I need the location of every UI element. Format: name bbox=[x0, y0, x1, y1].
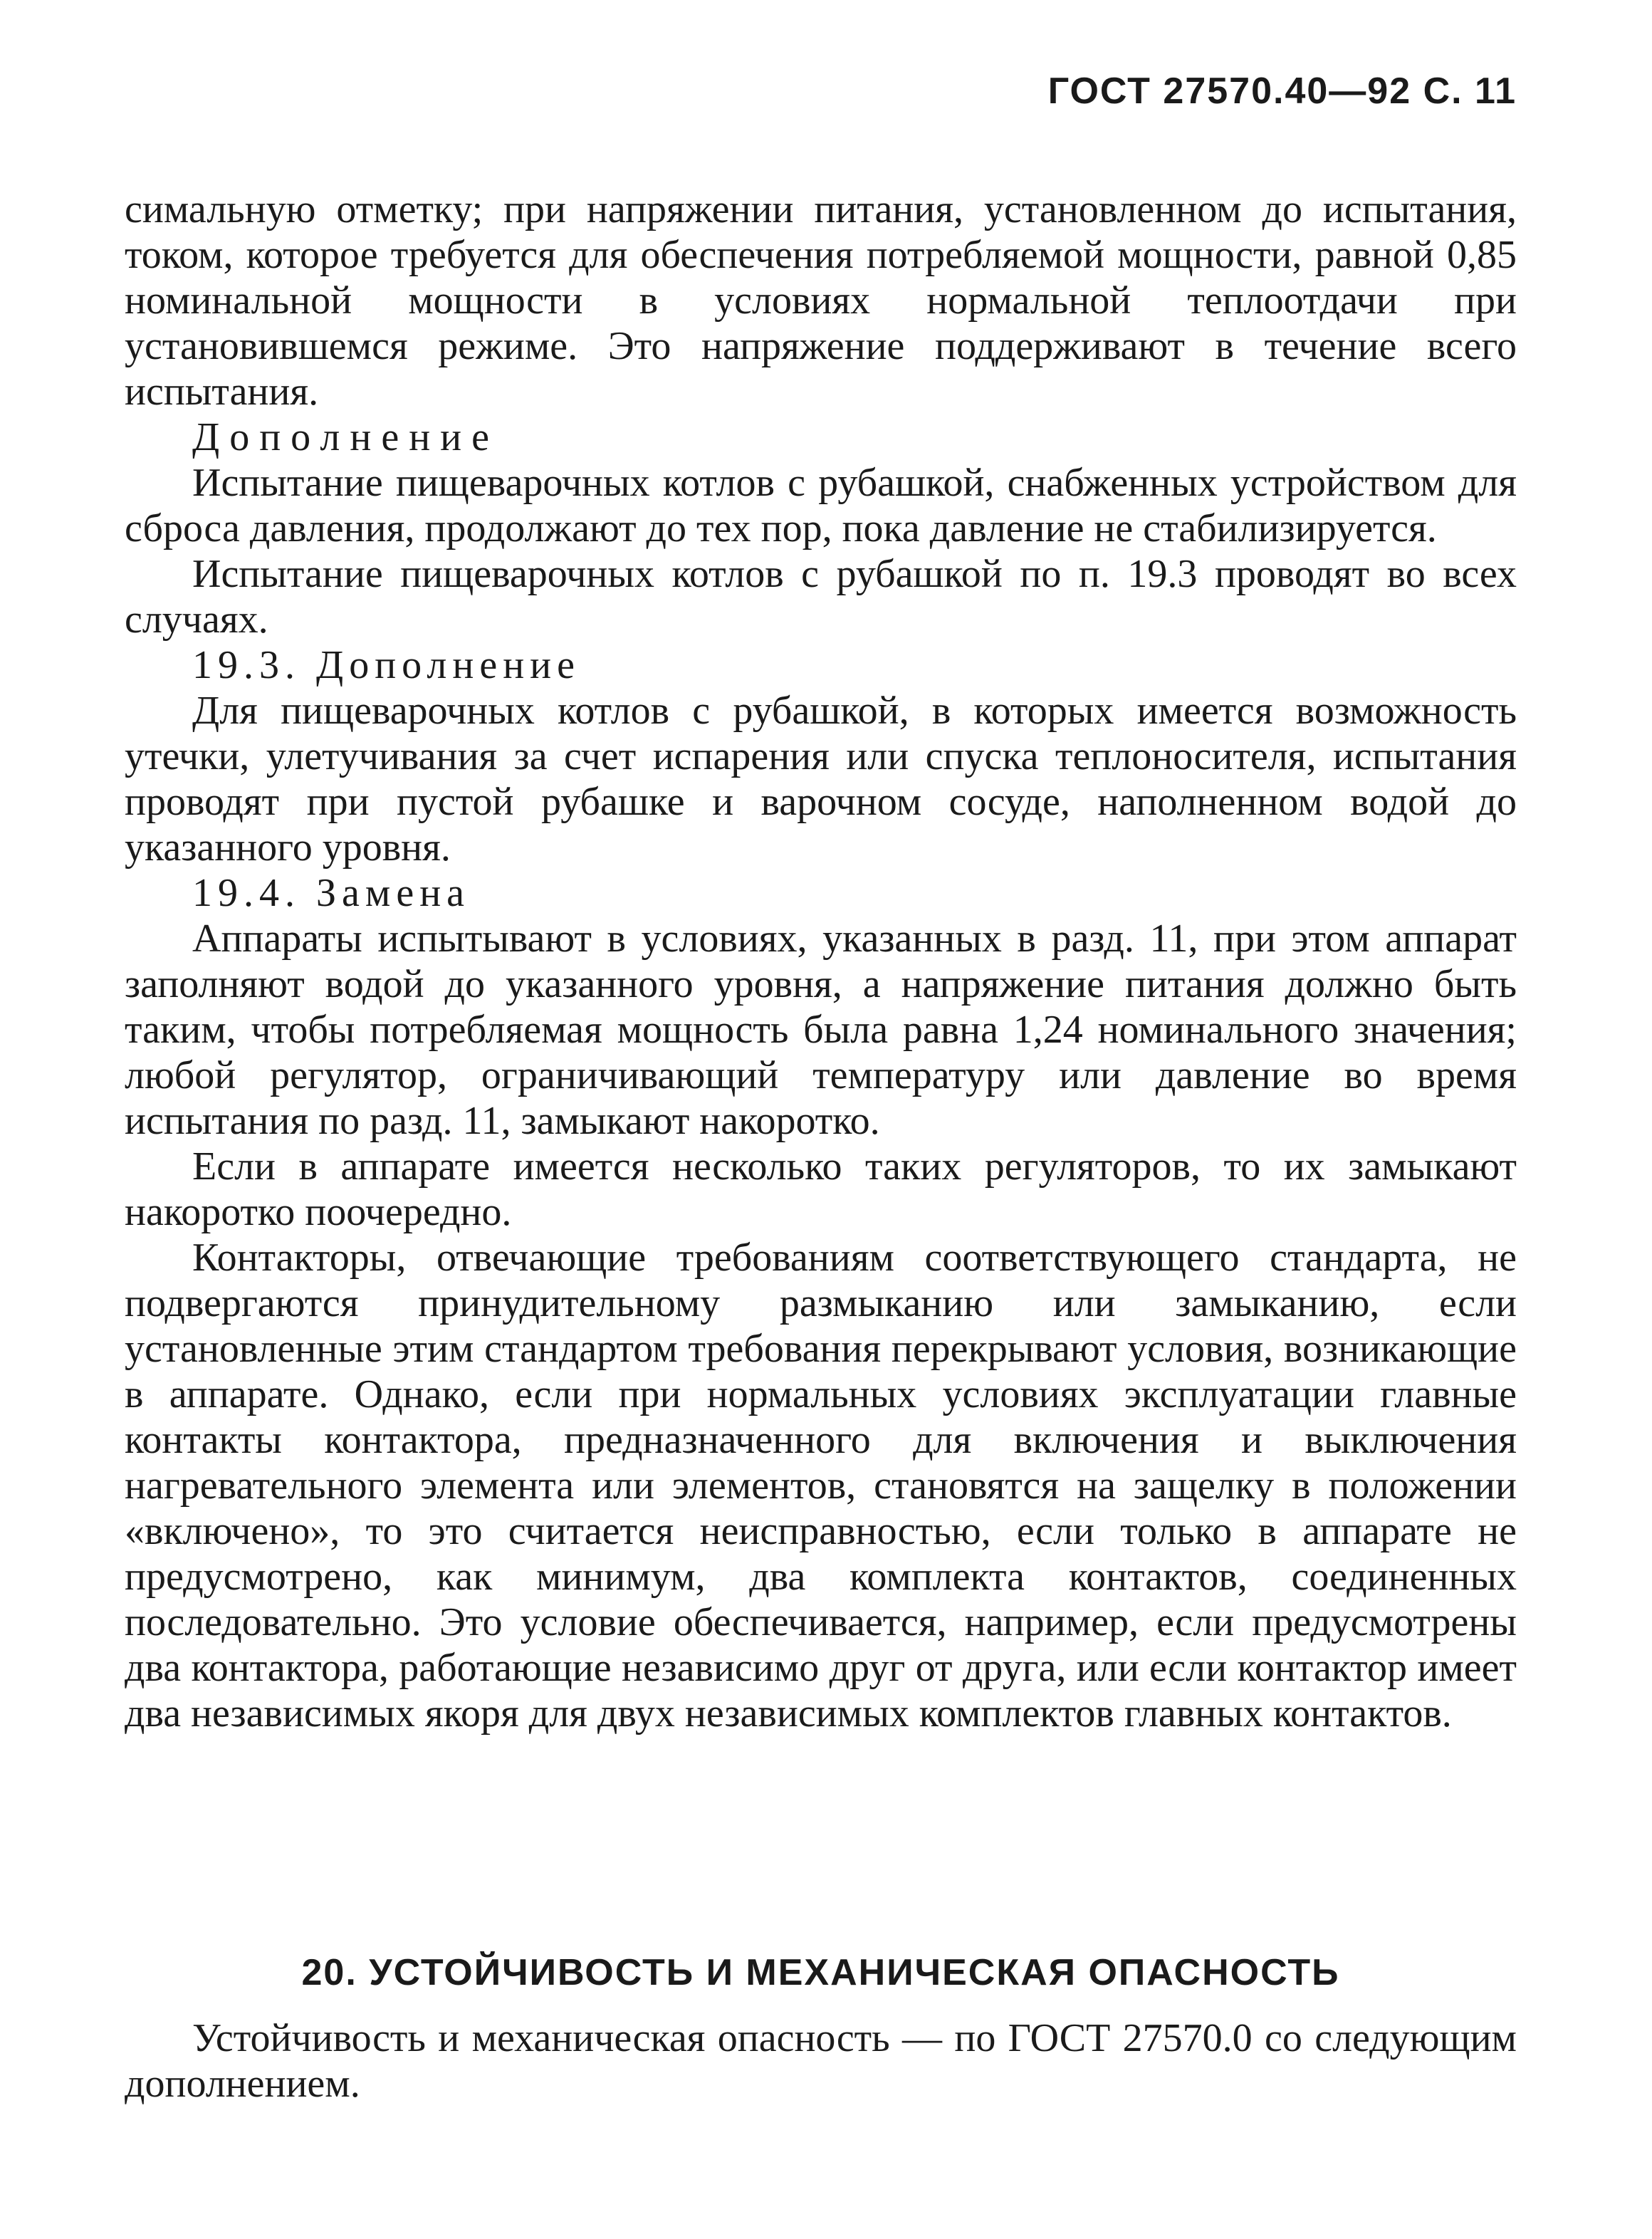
paragraph-jacket-test: Испытание пищеварочных котлов с рубашкой по п. 19.3 проводят во всех случаях. bbox=[125, 552, 1517, 642]
section-20-text: Устойчивость и механическая опасность — по ГОСТ 27570.0 со следующим дополнением. bbox=[125, 2016, 1517, 2106]
subheading-addition-1: Дополнение bbox=[192, 415, 499, 459]
paragraph-19-4: Аппараты испытывают в условиях, указанных в разд. 11, при этом аппарат заполняют водой до указанного уровня, а напряжение питания должно быть таким, чтобы потребляемая мощность была равна 1,24 номинального значения; любой регулятор, ограничивающий температуру или давление во время испытания по разд. 11, замыкают накоротко. bbox=[125, 917, 1517, 1143]
paragraph-regulators: Если в аппарате имеется несколько таких регуляторов, то их замыкают накоротко поочередно. bbox=[125, 1144, 1517, 1234]
subheading-19-3: 19.3. Дополнение bbox=[192, 643, 580, 687]
subheading-19-4: 19.4. Замена bbox=[192, 871, 471, 915]
paragraph-jacket-kettles: Испытание пищеварочных котлов с рубашкой, снабженных устройством для сброса давления, продолжают до тех пор, пока давление не стабилизируется. bbox=[125, 461, 1517, 550]
section-20-text-block bbox=[125, 2015, 1517, 2107]
paragraph-continuation: симальную отметку; при напряжении питания, установленном до испытания, током, которое требуется для обеспечения потребляемой мощности, равной 0,85 номинальной мощности в условиях нормальной теплоотдачи при установившемся режиме. Это напряжение поддерживают в течение всего испытания. bbox=[125, 187, 1517, 414]
page-header: ГОСТ 27570.40—92 С. 11 bbox=[1047, 71, 1517, 112]
paragraph-19-3: Для пищеварочных котлов с рубашкой, в которых имеется возможность утечки, улетучивания за счет испарения или спуска теплоносителя, испытания проводят при пустой рубашке и варочном сосуде, наполненном водой до указанного уровня. bbox=[125, 689, 1517, 870]
paragraph-contactors: Контакторы, отвечающие требованиям соответствующего стандарта, не подвергаются принудительному размыканию или замыканию, если установленные этим стандартом требования перекрывают условия, возникающие в аппарате. Однако, если при нормальных условиях эксплуатации главные контакты контактора, предназначенного для включения и выключения нагревательного элемента или элементов, становятся на защелку в положении «включено», то это считается неисправностью, если только в аппарате не предусмотрено, как минимум, два комплекта контактов, соединенных последовательно. Это условие обеспечивается, например, если предусмотрены два контактора, работающие независимо друг от друга, или если контактор имеет два независимых якоря для двух независимых комплектов главных контактов. bbox=[125, 1236, 1517, 1736]
main-text bbox=[125, 187, 1517, 1736]
section-20-heading: 20. УСТОЙЧИВОСТЬ И МЕХАНИЧЕСКАЯ ОПАСНОСТЬ bbox=[301, 1952, 1340, 1993]
